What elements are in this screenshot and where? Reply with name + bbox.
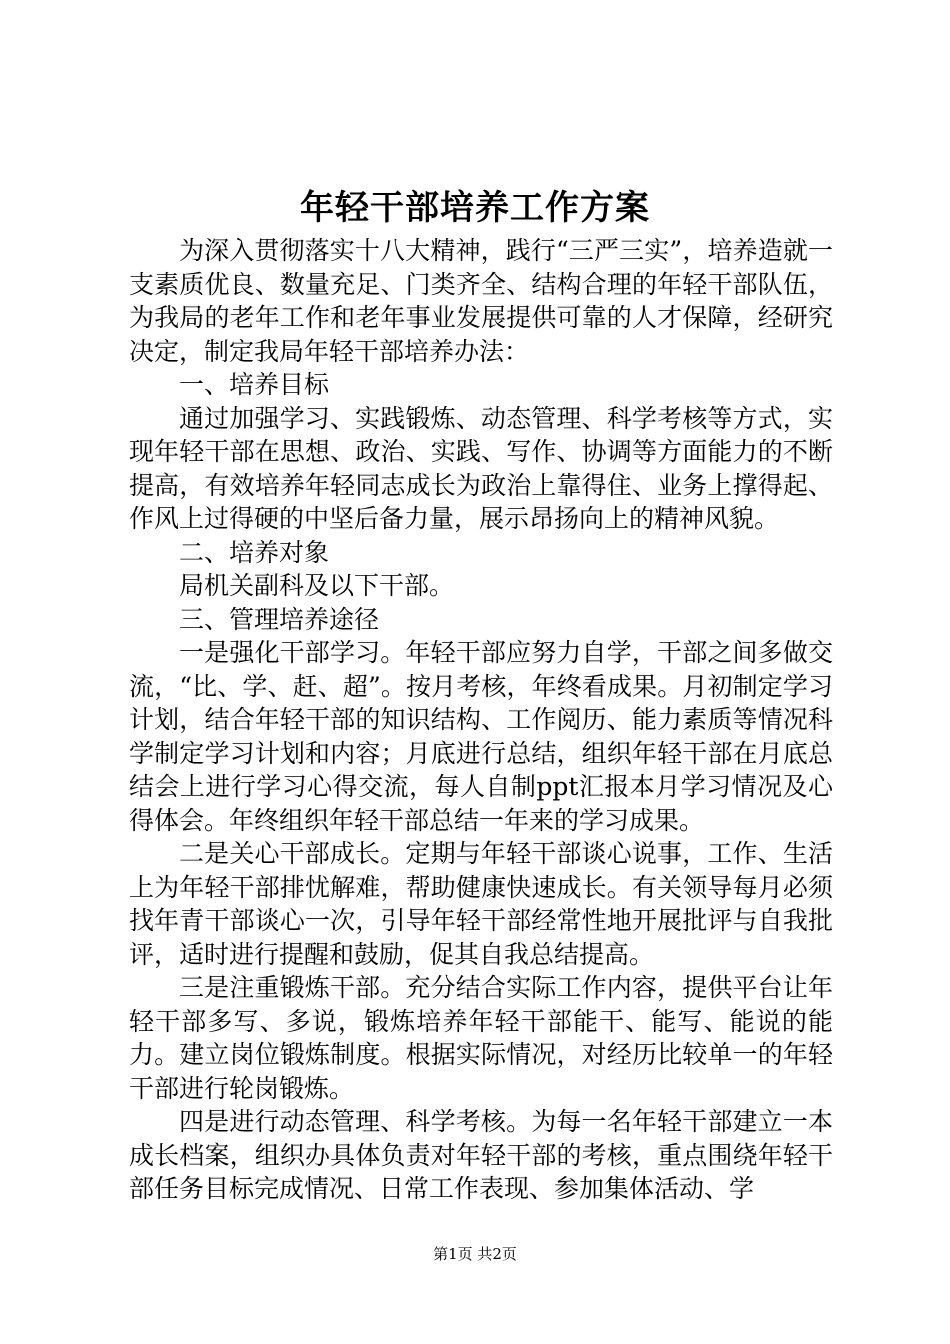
- document-body: [129, 234, 833, 1206]
- section-heading-methods: 三、管理培养途径: [179, 604, 380, 634]
- section-heading-targets: 二、培养对象: [179, 537, 330, 567]
- document-title: 年轻干部培养工作方案: [300, 188, 650, 228]
- targets-paragraph: 局机关副科及以下干部。: [179, 571, 455, 600]
- section-heading-goals: 一、培养目标: [179, 370, 330, 399]
- goals-paragraph: 通过加强学习、实践锻炼、动态管理、科学考核等方式，实现年轻干部在思想、政治、实践、写作、协调等方面能力的不断提高，有效培养年轻同志成长为政治上靠得住、业务上撑得起、作风上过得硬的中坚后备力量，展示昂扬向上的精神风貌。: [129, 403, 833, 533]
- intro-paragraph: 为深入贯彻落实十八大精神，践行“三严三实”，培养造就一支素质优良、数量充足、门类齐全、结构合理的年轻干部队伍，为我局的老年工作和老年事业发展提供可靠的人才保障，经研究决定，制定我局年轻干部培养办法：: [129, 236, 833, 366]
- method-paragraph-care: 二是关心干部成长。定期与年轻干部谈心说事，工作、生活上为年轻干部排忧解难，帮助健康快速成长。有关领导每月必须找年青干部谈心一次，引导年轻干部经常性地开展批评与自我批评，适时进行提醒和鼓励，促其自我总结提高。: [129, 839, 833, 969]
- method-paragraph-study: 一是强化干部学习。年轻干部应努力自学，干部之间多做交流，“比、学、赶、超”。按月考核，年终看成果。月初制定学习计划，结合年轻干部的知识结构、工作阅历、能力素质等情况科学制定学习计划和内容；月底进行总结，组织年轻干部在月底总结会上进行学习心得交流，每人自制ppt汇报本月学习情况及心得体会。年终组织年轻干部总结一年来的学习成果。: [129, 638, 833, 835]
- method-paragraph-management: 四是进行动态管理、科学考核。为每一名年轻干部建立一本成长档案，组织办具体负责对年轻干部的考核，重点围绕年轻干部任务目标完成情况、日常工作表现、参加集体活动、学: [129, 1107, 833, 1203]
- page-number-footer: 第1页 共2页: [433, 1245, 517, 1263]
- method-paragraph-training: 三是注重锻炼干部。充分结合实际工作内容，提供平台让年轻干部多写、多说，锻炼培养年轻干部能干、能写、能说的能力。建立岗位锻炼制度。根据实际情况，对经历比较单一的年轻干部进行轮岗锻炼。: [129, 973, 833, 1103]
